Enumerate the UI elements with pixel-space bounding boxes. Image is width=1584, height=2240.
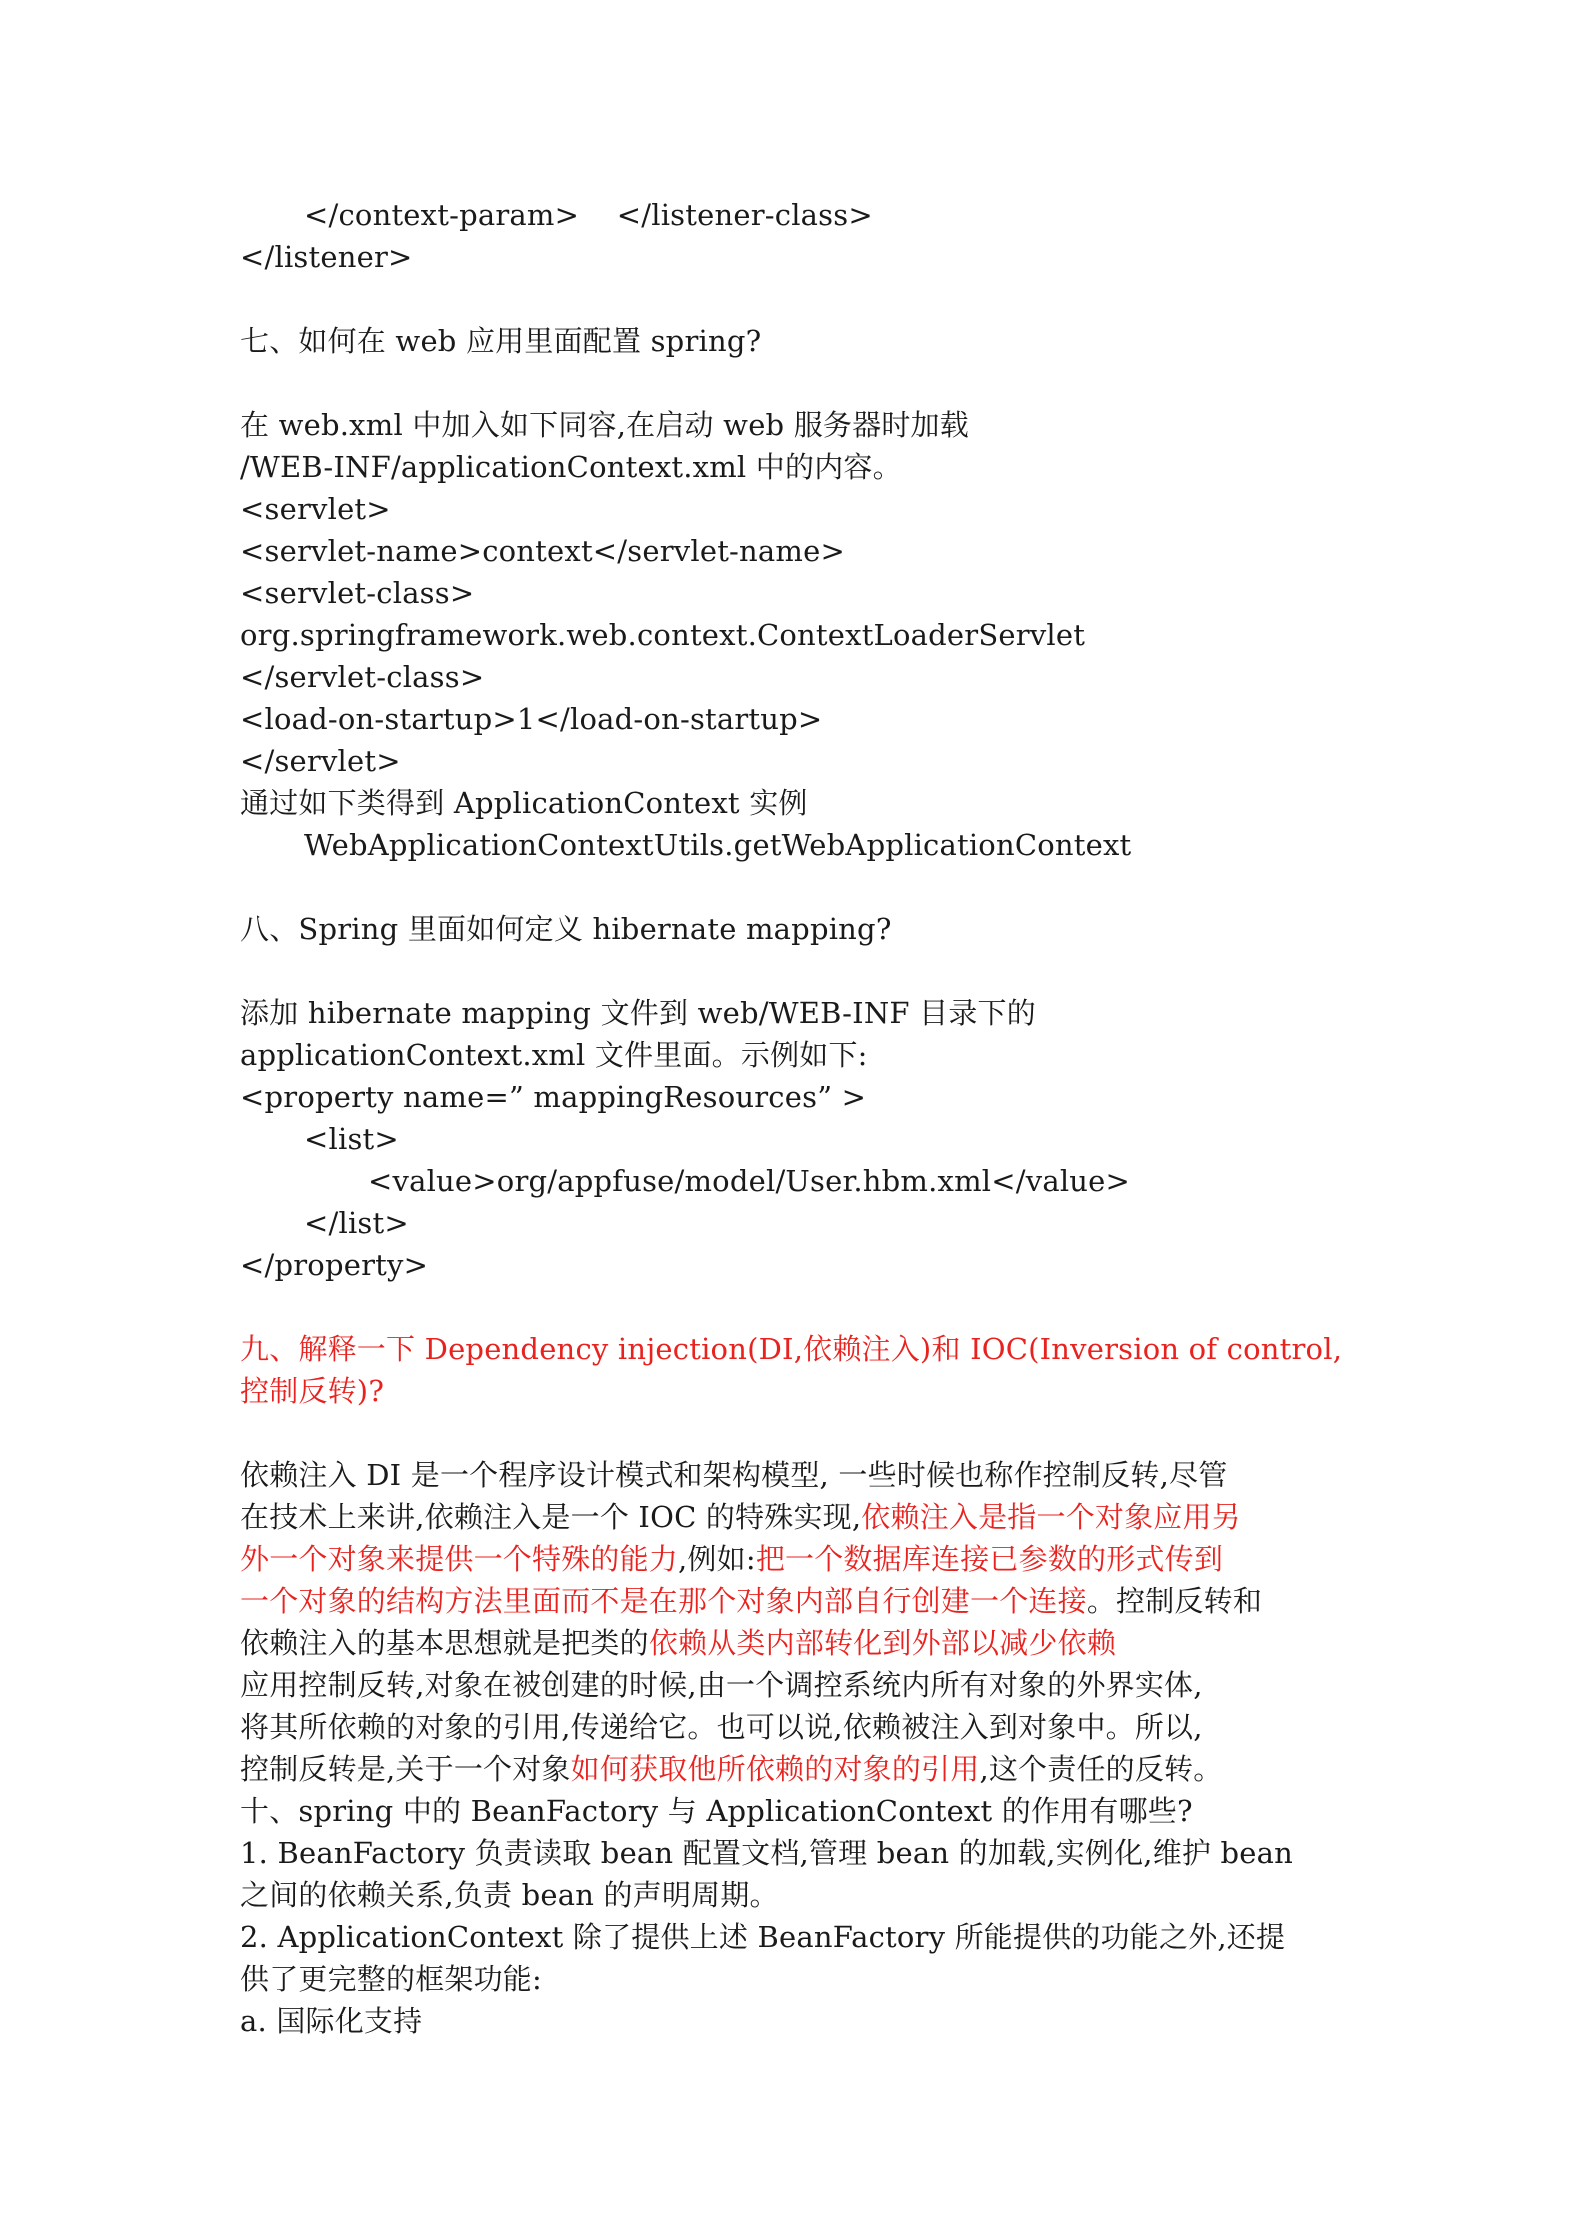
text-run: ,这个责任的反转。 — [979, 1752, 1223, 1786]
paragraph-line: 添加 hibernate mapping 文件到 web/WEB-INF 目录下的 — [240, 996, 1036, 1030]
text-run: 控制反转是,关于一个对象 — [240, 1752, 571, 1786]
code-line: <value>org/appfuse/model/User.hbm.xml</value> — [368, 1164, 1131, 1198]
paragraph-line — [240, 1622, 1116, 1664]
paragraph-line — [240, 1454, 1227, 1496]
highlight-run: 依赖注入是指一个对象应用另 — [861, 1500, 1241, 1534]
code-line: <servlet-class> — [240, 576, 475, 610]
code-line: </context-param> </listener-class> — [304, 198, 873, 232]
paragraph-line: 应用控制反转,对象在被创建的时候,由一个调控系统内所有对象的外界实体, — [240, 1668, 1203, 1702]
text-run: ,例如: — [678, 1542, 756, 1576]
section-9-heading: 九、解释一下 Dependency injection(DI,依赖注入)和 IOC(Inversion of control, — [240, 1332, 1343, 1366]
paragraph-line — [240, 1538, 1223, 1580]
text-run: 依赖注入的基本思想就是把类的 — [240, 1626, 649, 1660]
text-run: 在技术上来讲,依赖注入是一个 IOC 的特殊实现, — [240, 1500, 862, 1534]
paragraph-line: 2. ApplicationContext 除了提供上述 BeanFactory 所能提供的功能之外,还提 — [240, 1920, 1286, 1954]
code-line: </list> — [304, 1206, 409, 1240]
highlight-run: 如何获取他所依赖的对象的引用 — [570, 1752, 980, 1786]
paragraph-line: applicationContext.xml 文件里面。示例如下: — [240, 1038, 868, 1072]
code-line: <property name=” mappingResources” > — [240, 1080, 867, 1114]
highlight-run: 依赖从类内部转化到外部以减少依赖 — [648, 1626, 1117, 1660]
code-line: WebApplicationContextUtils.getWebApplicationContext — [304, 828, 1132, 862]
highlight-run: 把一个数据库连接已参数的形式传到 — [755, 1542, 1224, 1576]
paragraph-line: 供了更完整的框架功能: — [240, 1962, 542, 1996]
section-8-heading: 八、Spring 里面如何定义 hibernate mapping? — [240, 912, 892, 946]
paragraph-line: 将其所依赖的对象的引用,传递给它。也可以说,依赖被注入到对象中。所以, — [240, 1710, 1203, 1744]
code-line: <servlet-name>context</servlet-name> — [240, 534, 845, 568]
paragraph-line: 1. BeanFactory 负责读取 bean 配置文档,管理 bean 的加载,实例化,维护 bean — [240, 1836, 1294, 1870]
code-line: </servlet-class> — [240, 660, 485, 694]
section-9-heading-cont: 控制反转)? — [240, 1374, 385, 1408]
paragraph-line — [240, 1748, 1222, 1790]
code-line: <list> — [304, 1122, 399, 1156]
list-item: a. 国际化支持 — [240, 2004, 423, 2038]
text-run: 。控制反转和 — [1086, 1584, 1263, 1618]
highlight-run: 外一个对象来提供一个特殊的能力 — [240, 1542, 679, 1576]
highlight-run: 一个对象的结构方法里面而不是在那个对象内部自行创建一个连接 — [240, 1584, 1087, 1618]
code-line: <servlet> — [240, 492, 391, 526]
code-line: </listener> — [240, 240, 413, 274]
paragraph-line — [240, 1496, 1241, 1538]
code-line: org.springframework.web.context.ContextLoaderServlet — [240, 618, 1086, 652]
paragraph-line: 在 web.xml 中加入如下同容,在启动 web 服务器时加载 — [240, 408, 969, 442]
code-line: </property> — [240, 1248, 429, 1282]
paragraph-line: 通过如下类得到 ApplicationContext 实例 — [240, 786, 808, 820]
section-10-heading: 十、spring 中的 BeanFactory 与 ApplicationContext 的作用有哪些? — [240, 1794, 1193, 1828]
code-line: </servlet> — [240, 744, 401, 778]
text-run: 依赖注入 DI 是一个程序设计模式和架构模型, 一些时候也称作控制反转,尽管 — [240, 1458, 1228, 1492]
paragraph-line: /WEB-INF/applicationContext.xml 中的内容。 — [240, 450, 902, 484]
code-line: <load-on-startup>1</load-on-startup> — [240, 702, 823, 736]
paragraph-line — [240, 1580, 1262, 1622]
paragraph-line: 之间的依赖关系,负责 bean 的声明周期。 — [240, 1878, 779, 1912]
section-7-heading: 七、如何在 web 应用里面配置 spring? — [240, 324, 762, 358]
